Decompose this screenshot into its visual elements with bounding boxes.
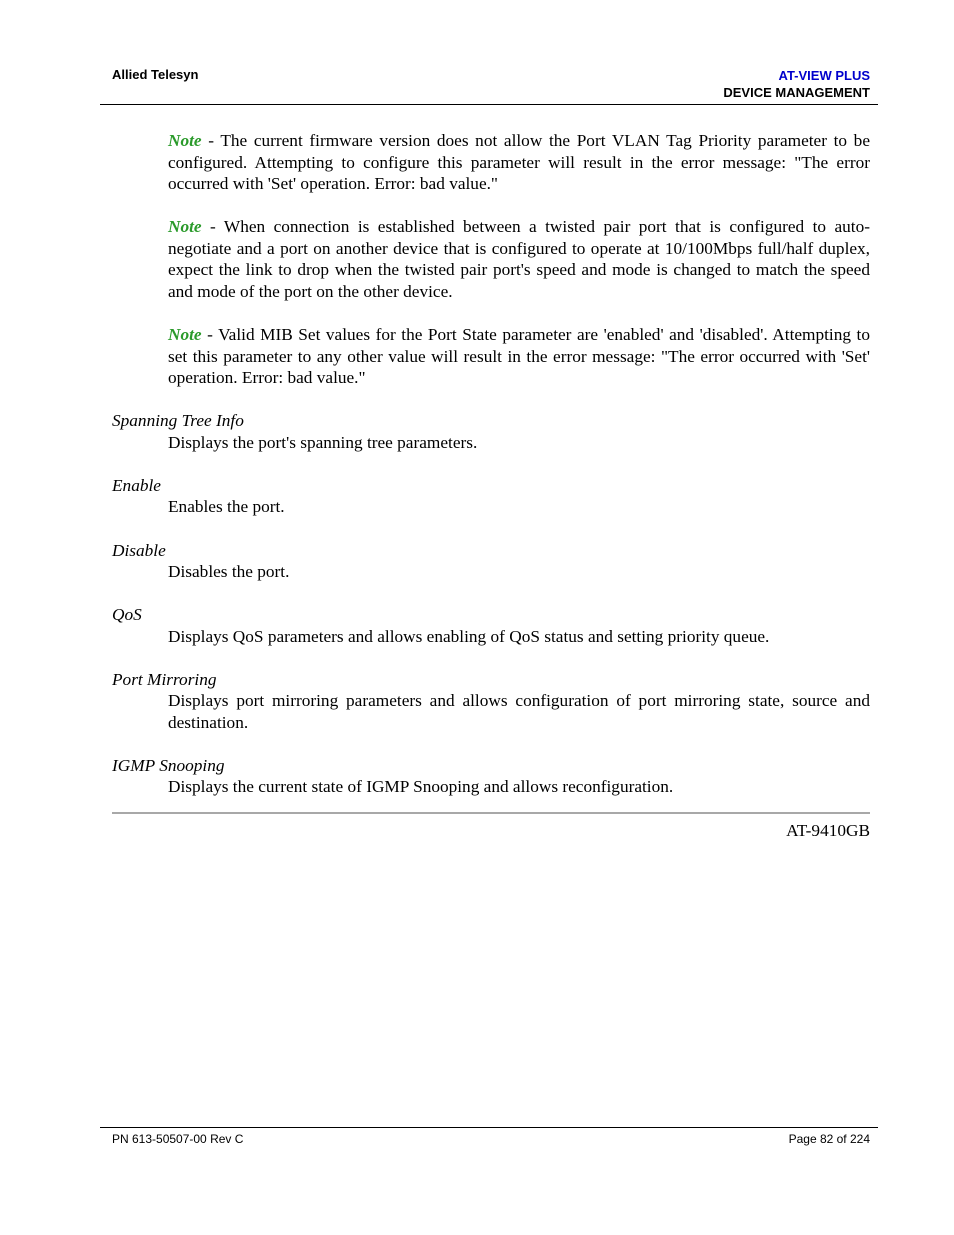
company-name: Allied Telesyn [112,67,199,82]
part-number: PN 613-50507-00 Rev C [112,1132,244,1146]
section-name: DEVICE MANAGEMENT [723,85,870,100]
desc-enable: Enables the port. [168,497,285,516]
term-enable: Enable [112,476,161,495]
term-disable: Disable [112,541,166,560]
desc-igmp-snooping: Displays the current state of IGMP Snooping and allows reconfiguration. [168,777,674,796]
note-autonegotiate [168,216,870,303]
note-label: Note [168,325,202,344]
note-text: - The current firmware version does not allow the Port VLAN Tag Priority parameter to be configured. Attempting to configure this parameter will result in the error message: "The error occurred with 'Set' operation. Error: bad value." [168,131,870,194]
desc-disable: Disables the port. [168,562,290,581]
note-label: Note [168,217,202,236]
footer-divider [100,1127,878,1128]
term-qos: QoS [112,605,142,624]
term-port-mirroring: Port Mirroring [112,670,217,689]
note-port-state [168,324,870,389]
page-number: Page 82 of 224 [788,1132,870,1146]
desc-qos: Displays QoS parameters and allows enabling of QoS status and setting priority queue. [168,627,770,646]
desc-spanning-tree-info: Displays the port's spanning tree parameters. [168,433,478,452]
note-firmware [168,130,870,195]
header-title-block [723,67,870,101]
term-spanning-tree-info: Spanning Tree Info [112,411,244,430]
desc-port-mirroring: Displays port mirroring parameters and allows configuration of port mirroring state, source and destination. [168,691,870,732]
note-text: - When connection is established between a twisted pair port that is configured to auto-negotiate and a port on another device that is configured to operate at 10/100Mbps full/half duplex, expect the link to drop when the twisted pair port's speed and mode is changed to match the speed and mode of the port on the other device. [168,217,870,302]
note-text: - Valid MIB Set values for the Port State parameter are 'enabled' and 'disabled'. Attempting to set this parameter to any other value will result in the error message: "The error occurred with 'Set' operation. Error: bad value." [168,325,870,388]
product-name: AT-VIEW PLUS [778,68,870,83]
term-igmp-snooping: IGMP Snooping [112,756,225,775]
section-divider [112,812,870,814]
note-label: Note [168,131,202,150]
model-label: AT-9410GB [786,821,870,840]
header-divider [100,104,878,105]
